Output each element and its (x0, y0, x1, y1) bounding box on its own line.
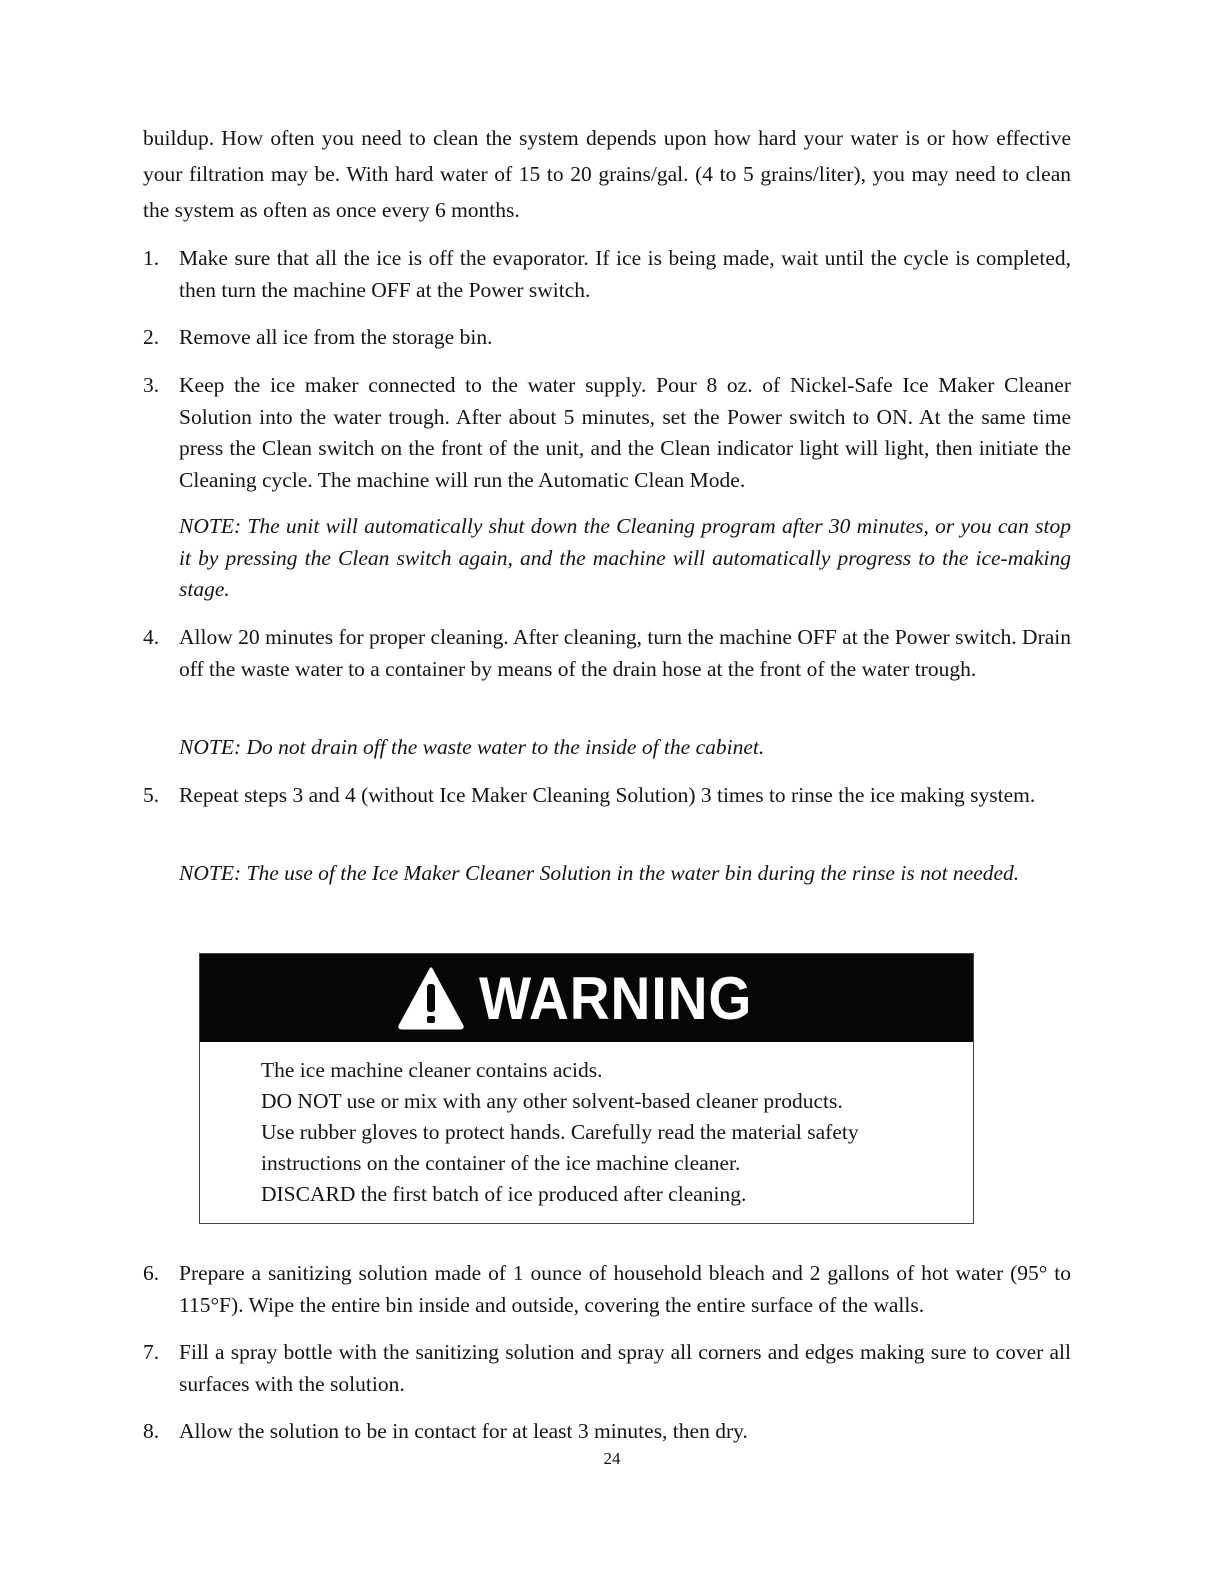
intro-paragraph: buildup. How often you need to clean the system depends upon how hard your water is or how effective your filtration may be. With hard water of 15 to 20 grains/gal. (4 to 5 grains/liter), you may need to clean the system as often as once every 6 months. (143, 126, 1071, 222)
step-1 (143, 243, 1071, 306)
warning-lines (261, 1055, 961, 1210)
step-text: Make sure that all the ice is off the evaporator. If ice is being made, wait until the cycle is completed, then turn the machine OFF at the Power switch. (179, 246, 1071, 302)
page-number: 24 (603, 1449, 621, 1468)
step-text: Allow 20 minutes for proper cleaning. After cleaning, turn the machine OFF at the Power switch. Drain off the waste water to a container by means of the drain hose at the front of the water trough. (179, 625, 1071, 681)
step-number: 6. (143, 1261, 160, 1285)
warning-line: Use rubber gloves to protect hands. Carefully read the material safety (261, 1120, 859, 1144)
step-3 (143, 370, 1071, 496)
step-text: Repeat steps 3 and 4 (without Ice Maker Cleaning Solution) 3 times to rinse the ice making system. (179, 783, 1036, 807)
step-number: 5. (143, 783, 160, 807)
note-step-4: NOTE: Do not drain off the waste water to the inside of the cabinet. (179, 735, 765, 759)
step-text: Prepare a sanitizing solution made of 1 ounce of household bleach and 2 gallons of hot water (95° to 115°F). Wipe the entire bin inside and outside, covering the entire surface of the walls. (179, 1261, 1071, 1317)
step-number: 8. (143, 1419, 160, 1443)
step-text: Keep the ice maker connected to the water supply. Pour 8 oz. of Nickel-Safe Ice Maker Cleaner Solution into the water trough. After about 5 minutes, set the Power switch to ON. At the same time press the Clean switch on the front of the unit, and the Clean indicator light will light, then initiate the Cleaning cycle. The machine will run the Automatic Clean Mode. (179, 373, 1071, 492)
step-5 (143, 780, 1071, 812)
step-number: 3. (143, 373, 160, 397)
warning-triangle-icon (397, 966, 465, 1030)
note-step-3: NOTE: The unit will automatically shut down the Cleaning program after 30 minutes, or you can stop it by pressing the Clean switch again, and the machine will automatically progress to the ice-making stage. (179, 514, 1071, 601)
step-6 (143, 1258, 1071, 1321)
step-2 (143, 322, 1071, 354)
warning-line: The ice machine cleaner contains acids. (261, 1058, 603, 1082)
warning-header (200, 954, 973, 1042)
note-step-5: NOTE: The use of the Ice Maker Cleaner Solution in the water bin during the rinse is not needed. (179, 861, 1020, 885)
step-number: 2. (143, 325, 160, 349)
step-text: Allow the solution to be in contact for at least 3 minutes, then dry. (179, 1419, 748, 1443)
warning-title: WARNING (479, 964, 753, 1032)
warning-line: DISCARD the first batch of ice produced after cleaning. (261, 1182, 747, 1206)
step-text: Fill a spray bottle with the sanitizing solution and spray all corners and edges making sure to cover all surfaces with the solution. (179, 1340, 1071, 1396)
step-number: 1. (143, 246, 160, 270)
step-number: 4. (143, 625, 160, 649)
step-text: Remove all ice from the storage bin. (179, 325, 493, 349)
step-4 (143, 622, 1071, 685)
step-number: 7. (143, 1340, 160, 1364)
step-7 (143, 1337, 1071, 1400)
step-8 (143, 1416, 1071, 1448)
warning-box (199, 953, 974, 1224)
warning-line: DO NOT use or mix with any other solvent-based cleaner products. (261, 1089, 843, 1113)
warning-line: instructions on the container of the ice machine cleaner. (261, 1151, 741, 1175)
